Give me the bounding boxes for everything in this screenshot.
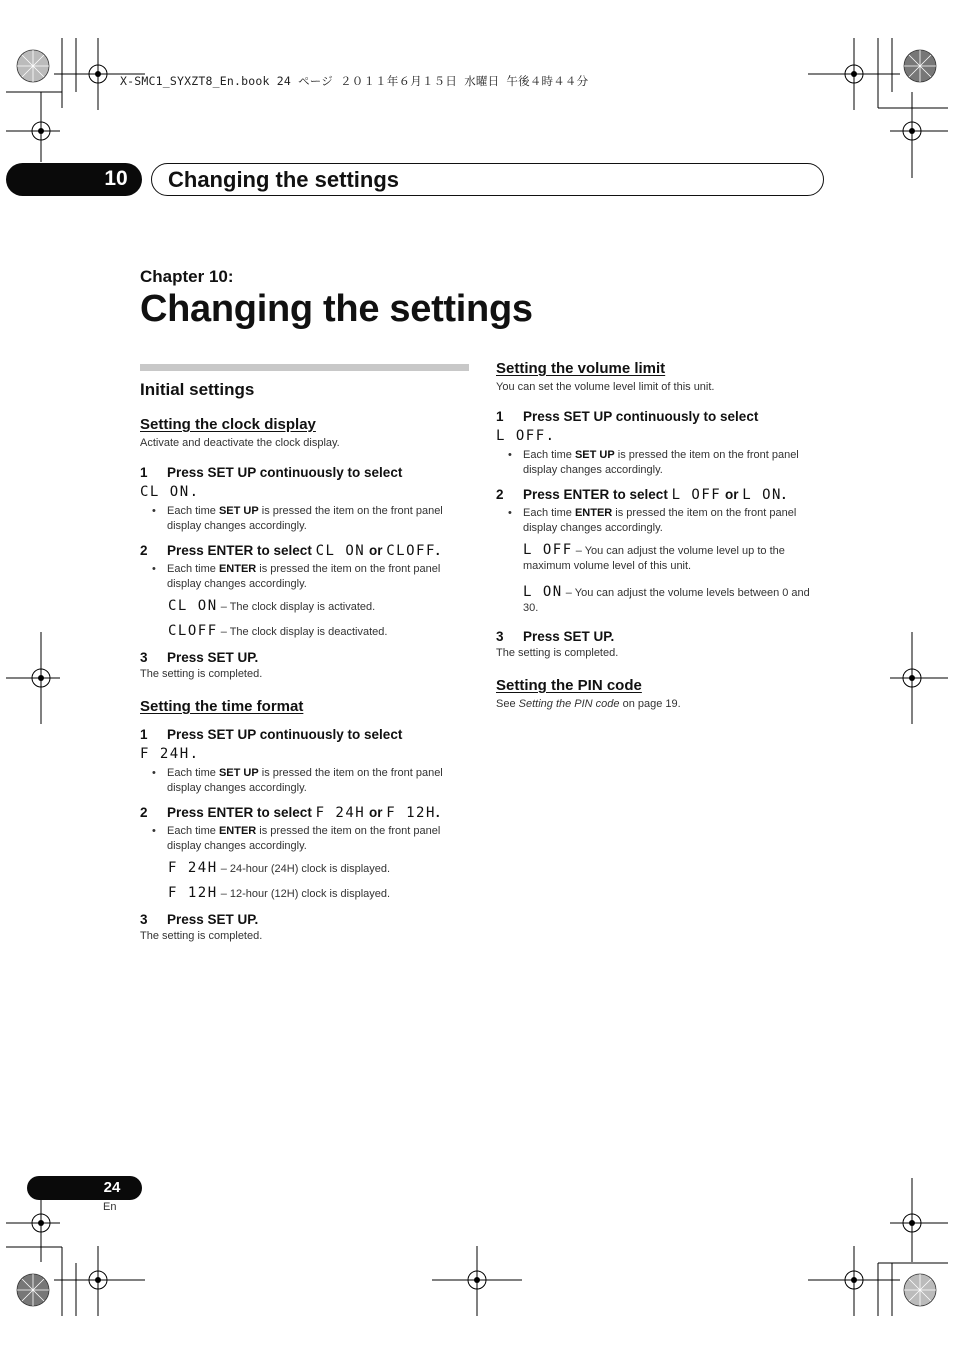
clock-intro: Activate and deactivate the clock display. — [140, 437, 340, 449]
pin-reference — [496, 698, 826, 710]
step-text: Press SET UP continuously to select — [523, 409, 759, 424]
display-segment: F 24H — [140, 746, 190, 762]
bullet-pre: Each time — [167, 563, 219, 575]
volume-bullet-1 — [508, 448, 826, 477]
display-segment: CL ON — [168, 598, 218, 614]
page-language: En — [103, 1201, 117, 1213]
bullet-dot: • — [152, 563, 156, 575]
bullet-dot: • — [152, 767, 156, 779]
time-bullet-1 — [152, 766, 469, 795]
or-word: or — [365, 805, 387, 820]
or-word: or — [721, 487, 743, 502]
clock-bullet-2 — [152, 562, 469, 591]
bullet-text — [167, 824, 469, 853]
clock-step-3 — [140, 648, 469, 667]
volume-bullet-2 — [508, 506, 826, 535]
step-number: 1 — [496, 409, 504, 424]
volume-option-off — [523, 543, 826, 573]
clock-option-off — [168, 624, 469, 640]
pin-ref-pre: See — [496, 698, 519, 710]
bullet-post: is pressed the item on the front panel display changes accordingly. — [523, 449, 799, 476]
display-segment: CLOFF — [168, 622, 218, 639]
step-number: 1 — [140, 465, 148, 480]
punct: . — [189, 746, 200, 762]
chapter-header-title: Changing the settings — [168, 167, 399, 192]
right-column — [496, 360, 826, 724]
time-step-2 — [140, 803, 469, 823]
clock-option-on — [168, 599, 469, 615]
step-number: 1 — [140, 727, 148, 742]
subheading-pin-code: Setting the PIN code — [496, 677, 642, 694]
chapter-label: Chapter 10: — [140, 267, 234, 286]
page-title: Changing the settings — [140, 288, 533, 330]
step-text — [523, 485, 786, 505]
bullet-post: is pressed the item on the front panel display changes accordingly. — [167, 505, 443, 532]
punct: . — [781, 487, 786, 502]
key-name: SET UP — [218, 505, 259, 517]
time-option-24h — [168, 861, 469, 877]
bullet-pre: Each time — [523, 507, 575, 519]
bullet-dot: • — [508, 507, 512, 519]
section-heading-initial-settings: Initial settings — [140, 380, 255, 399]
display-segment: F 24H — [315, 805, 366, 821]
step-text — [167, 541, 440, 561]
volume-step-1 — [496, 407, 826, 426]
display-segment: L ON — [742, 487, 782, 503]
step-text: Press SET UP. — [523, 629, 615, 644]
key-name: SET UP — [574, 449, 615, 461]
option-text: – 12-hour (12H) clock is displayed. — [217, 887, 391, 900]
display-segment: L OFF — [496, 428, 546, 444]
display-segment: F 24H — [168, 860, 218, 876]
display-segment: CL ON — [315, 543, 366, 559]
step-text: Press SET UP continuously to select — [167, 727, 403, 742]
punct: . — [435, 805, 440, 820]
step-number: 2 — [140, 805, 148, 820]
clock-step-2 — [140, 541, 469, 561]
clock-done-text: The setting is completed. — [140, 668, 263, 680]
bullet-pre: Each time — [167, 825, 219, 837]
bullet-dot: • — [152, 825, 156, 837]
pin-ref-link[interactable]: Setting the PIN code — [518, 698, 620, 710]
step-text — [167, 803, 440, 823]
key-name: ENTER — [218, 825, 257, 837]
step-text: Press SET UP. — [167, 912, 259, 927]
clock-bullet-1 — [152, 504, 469, 533]
subheading-clock-display: Setting the clock display — [140, 416, 316, 433]
option-text: – You can adjust the volume level up to the maximum volume level of this unit. — [523, 545, 785, 572]
print-header: X-SMC1_SYXZT8_En.book 24 ページ ２０１１年６月１５日 水曜日 午後４時４４分 — [120, 74, 589, 88]
step-number: 3 — [140, 912, 148, 927]
time-bullet-2 — [152, 824, 469, 853]
step-number: 2 — [496, 487, 504, 502]
punct: . — [545, 428, 556, 444]
time-step-1 — [140, 725, 469, 744]
volume-step-1-display — [496, 427, 826, 446]
chapter-number: 10 — [104, 167, 128, 190]
or-word: or — [365, 543, 387, 558]
option-text: – The clock display is deactivated. — [217, 625, 388, 638]
bullet-post: is pressed the item on the front panel display changes accordingly. — [167, 563, 441, 590]
display-segment: F 12H — [168, 884, 218, 901]
bullet-pre: Each time — [523, 449, 575, 461]
volume-intro: You can set the volume level limit of this unit. — [496, 381, 715, 393]
volume-step-2 — [496, 485, 826, 505]
bullet-pre: Each time — [167, 767, 219, 779]
bullet-text — [523, 506, 826, 535]
time-step-1-display — [140, 745, 469, 764]
section-divider-bar — [140, 364, 469, 371]
display-segment: L OFF — [671, 487, 722, 503]
subheading-time-format: Setting the time format — [140, 698, 304, 715]
display-segment: L OFF — [523, 542, 573, 558]
volume-done-text: The setting is completed. — [496, 647, 619, 659]
step-text: Press SET UP. — [167, 650, 259, 665]
bullet-pre: Each time — [167, 505, 219, 517]
option-text: – The clock display is activated. — [217, 601, 376, 613]
punct: . — [189, 484, 200, 500]
bullet-dot: • — [508, 449, 512, 461]
bullet-text — [523, 448, 826, 477]
step-number: 2 — [140, 543, 148, 558]
option-text: – 24-hour (24H) clock is displayed. — [217, 863, 391, 875]
bullet-text — [167, 766, 469, 795]
left-column — [140, 364, 469, 960]
volume-option-on — [523, 585, 826, 615]
time-option-12h — [168, 886, 469, 902]
bullet-post: is pressed the item on the front panel display changes accordingly. — [167, 825, 441, 852]
step-text-main: Press ENTER to select — [167, 543, 316, 558]
bullet-text — [167, 504, 469, 533]
key-name: SET UP — [218, 767, 259, 779]
punct: . — [435, 543, 440, 558]
time-step-3 — [140, 910, 469, 929]
page-number: 24 — [103, 1179, 121, 1196]
key-name: ENTER — [574, 507, 613, 519]
bullet-dot: • — [152, 505, 156, 517]
volume-step-3 — [496, 627, 826, 646]
subheading-volume-limit: Setting the volume limit — [496, 360, 666, 377]
step-number: 3 — [140, 650, 148, 665]
step-text-main: Press ENTER to select — [523, 487, 672, 502]
time-done-text: The setting is completed. — [140, 930, 263, 942]
key-name: ENTER — [218, 563, 257, 575]
step-text-main: Press ENTER to select — [167, 805, 316, 820]
clock-step-1 — [140, 463, 469, 482]
bullet-text — [167, 562, 469, 591]
bullet-post: is pressed the item on the front panel display changes accordingly. — [523, 507, 797, 534]
display-segment: F 12H — [386, 805, 436, 821]
display-segment: CLOFF — [386, 543, 436, 559]
pin-ref-post: on page 19. — [619, 698, 681, 710]
clock-step-1-display — [140, 483, 469, 502]
display-segment: CL ON — [140, 484, 190, 500]
step-number: 3 — [496, 629, 504, 644]
bullet-post: is pressed the item on the front panel display changes accordingly. — [167, 767, 443, 794]
display-segment: L ON — [523, 584, 563, 600]
step-text: Press SET UP continuously to select — [167, 465, 403, 480]
option-text: – You can adjust the volume levels between 0 and 30. — [523, 587, 810, 614]
